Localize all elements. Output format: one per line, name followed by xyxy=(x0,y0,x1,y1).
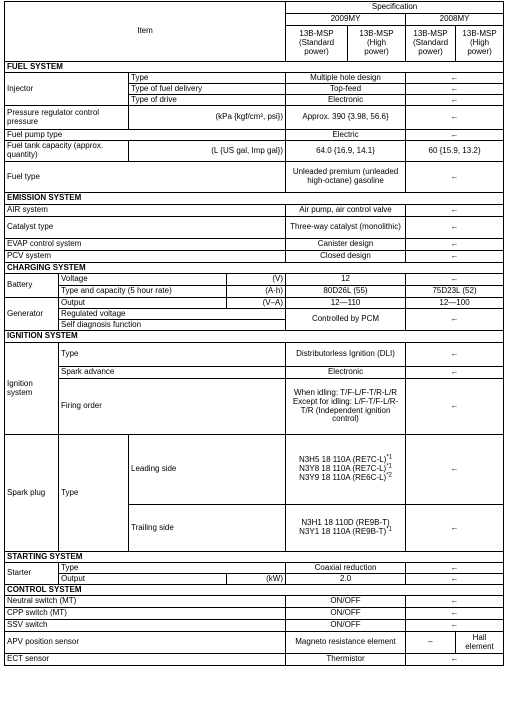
section-fuel-system: FUEL SYSTEM xyxy=(5,62,504,73)
regulated-voltage-label: Regulated voltage xyxy=(59,309,286,320)
starter-output-label: Output xyxy=(59,574,227,585)
injector-type-value: Multiple hole design xyxy=(286,73,406,84)
footnote-mark: *2 xyxy=(386,472,392,479)
pcv-system-label: PCV system xyxy=(5,251,286,263)
section-ignition-system: IGNITION SYSTEM xyxy=(5,331,504,343)
same-arrow: ← xyxy=(406,435,504,505)
footnote-mark: *1 xyxy=(386,463,392,470)
ignition-type-value: Distributorless Ignition (DLI) xyxy=(286,343,406,367)
fuel-pump-value: Electric xyxy=(286,130,406,141)
same-arrow: ← xyxy=(406,217,504,239)
same-arrow: ← xyxy=(406,309,504,331)
starter-type-label: Type xyxy=(59,563,286,574)
cpp-switch-value: ON/OFF xyxy=(286,608,406,620)
starter-output-unit: (kW) xyxy=(227,574,286,585)
ect-sensor-label: ECT sensor xyxy=(5,654,286,666)
same-arrow: ← xyxy=(406,73,504,84)
header-2009my: 2009MY xyxy=(286,14,406,26)
spark-advance-label: Spark advance xyxy=(59,367,286,379)
generator-output-2008: 12—100 xyxy=(406,298,504,309)
apv-sensor-value: Magneto resistance element xyxy=(286,632,406,654)
ssv-switch-value: ON/OFF xyxy=(286,620,406,632)
same-arrow: ← xyxy=(406,596,504,608)
header-2009-high: 13B-MSP (High power) xyxy=(348,26,406,62)
injector-label: Injector xyxy=(5,73,129,106)
same-arrow: ← xyxy=(406,608,504,620)
apv-2008-standard: – xyxy=(406,632,456,654)
ect-sensor-value: Thermistor xyxy=(286,654,406,666)
neutral-switch-label: Neutral switch (MT) xyxy=(5,596,286,608)
pressure-regulator-unit: (kPa {kgf/cm², psi}) xyxy=(129,106,286,130)
trailing-side-label: Trailing side xyxy=(129,505,286,552)
ignition-system-label: Ignition system xyxy=(5,343,59,435)
fuel-delivery-label: Type of fuel delivery xyxy=(129,84,286,95)
spark-plug-label: Spark plug xyxy=(5,435,59,552)
same-arrow: ← xyxy=(406,106,504,130)
battery-capacity-2008: 75D23L (52) xyxy=(406,286,504,298)
specification-table xyxy=(4,1,504,666)
header-2008-standard: 13B-MSP (Standard power) xyxy=(406,26,456,62)
fuel-pump-label: Fuel pump type xyxy=(5,130,286,141)
section-control-system: CONTROL SYSTEM xyxy=(5,585,504,596)
pressure-regulator-label: Pressure regulator control pressure xyxy=(5,106,129,130)
battery-capacity-2009: 80D26L (55) xyxy=(286,286,406,298)
section-starting-system: STARTING SYSTEM xyxy=(5,552,504,563)
battery-voltage-unit: (V) xyxy=(227,274,286,286)
leading-plug-1: N3H5 18 110A (RE7C-L) xyxy=(298,455,387,465)
starter-type-value: Coaxial reduction xyxy=(286,563,406,574)
neutral-switch-value: ON/OFF xyxy=(286,596,406,608)
drive-type-value: Electronic xyxy=(286,95,406,106)
apv-sensor-label: APV position sensor xyxy=(5,632,286,654)
fuel-delivery-value: Top-feed xyxy=(286,84,406,95)
footnote-mark: *1 xyxy=(386,526,392,533)
same-arrow: ← xyxy=(406,574,504,585)
fuel-tank-2009: 64.0 {16.9, 14.1} xyxy=(286,141,406,162)
same-arrow: ← xyxy=(406,563,504,574)
header-2008-high: 13B-MSP (High power) xyxy=(456,26,504,62)
same-arrow: ← xyxy=(406,343,504,367)
controlled-by-pcm-value: Controlled by PCM xyxy=(286,309,406,331)
same-arrow: ← xyxy=(406,251,504,263)
evap-control-value: Canister design xyxy=(286,239,406,251)
leading-side-value xyxy=(286,435,406,505)
spark-plug-type-label: Type xyxy=(59,435,129,552)
same-arrow: ← xyxy=(406,95,504,106)
evap-control-label: EVAP control system xyxy=(5,239,286,251)
generator-output-label: Output xyxy=(59,298,227,309)
same-arrow: ← xyxy=(406,654,504,666)
fuel-tank-unit: (L {US gal, Imp gal}) xyxy=(129,141,286,162)
battery-capacity-unit: (A·h) xyxy=(227,286,286,298)
spark-advance-value: Electronic xyxy=(286,367,406,379)
header-2009-standard: 13B-MSP (Standard power) xyxy=(286,26,348,62)
fuel-tank-2008: 60 {15.9, 13.2} xyxy=(406,141,504,162)
leading-plug-2: N3Y8 18 110A (RE7C-L) xyxy=(299,464,387,474)
same-arrow: ← xyxy=(406,239,504,251)
catalyst-type-label: Catalyst type xyxy=(5,217,286,239)
same-arrow: ← xyxy=(406,162,504,193)
trailing-plug-1: N3H1 18 110D (RE9B-T) xyxy=(301,518,390,528)
generator-output-unit: (V–A) xyxy=(227,298,286,309)
footnote-mark: *1 xyxy=(386,454,393,461)
fuel-tank-label: Fuel tank capacity (approx. quantity) xyxy=(5,141,129,162)
battery-capacity-label: Type and capacity (5 hour rate) xyxy=(59,286,227,298)
ignition-type-label: Type xyxy=(59,343,286,367)
fuel-type-label: Fuel type xyxy=(5,162,286,193)
leading-plug-3: N3Y9 18 110A (RE6C-L) xyxy=(299,472,387,482)
same-arrow: ← xyxy=(406,379,504,435)
air-system-value: Air pump, air control valve xyxy=(286,205,406,217)
same-arrow: ← xyxy=(406,620,504,632)
catalyst-type-value: Three-way catalyst (monolithic) xyxy=(286,217,406,239)
leading-side-label: Leading side xyxy=(129,435,286,505)
pcv-system-value: Closed design xyxy=(286,251,406,263)
starter-label: Starter xyxy=(5,563,59,585)
generator-label: Generator xyxy=(5,298,59,331)
firing-order-value: When idling: T/F-L/F-T/R-L/R Except for idling: L/F-T/F-L/R-T/R (Independent ignition control) xyxy=(286,379,406,435)
same-arrow: ← xyxy=(406,205,504,217)
battery-voltage-label: Voltage xyxy=(59,274,227,286)
same-arrow: ← xyxy=(406,505,504,552)
section-emission-system: EMISSION SYSTEM xyxy=(5,193,504,205)
cpp-switch-label: CPP switch (MT) xyxy=(5,608,286,620)
air-system-label: AIR system xyxy=(5,205,286,217)
trailing-plug-2: N3Y1 18 110A (RE9B-T) xyxy=(299,527,387,536)
firing-order-label: Firing order xyxy=(59,379,286,435)
specification-header: Specification xyxy=(286,2,504,14)
same-arrow: ← xyxy=(406,84,504,95)
self-diagnosis-label: Self diagnosis function xyxy=(59,320,286,331)
section-charging-system: CHARGING SYSTEM xyxy=(5,263,504,274)
generator-output-2009: 12—110 xyxy=(286,298,406,309)
same-arrow: ← xyxy=(406,130,504,141)
battery-voltage-value: 12 xyxy=(286,274,406,286)
same-arrow: ← xyxy=(406,367,504,379)
trailing-side-value xyxy=(286,505,406,552)
same-arrow: ← xyxy=(406,274,504,286)
apv-2008-high: Hall element xyxy=(456,632,504,654)
ssv-switch-label: SSV switch xyxy=(5,620,286,632)
item-header: Item xyxy=(5,2,286,62)
pressure-regulator-value: Approx. 390 {3.98, 56.6} xyxy=(286,106,406,130)
fuel-type-value: Unleaded premium (unleaded high-octane) gasoline xyxy=(286,162,406,193)
drive-type-label: Type of drive xyxy=(129,95,286,106)
battery-label: Battery xyxy=(5,274,59,298)
starter-output-value: 2.0 xyxy=(286,574,406,585)
injector-type-label: Type xyxy=(129,73,286,84)
header-2008my: 2008MY xyxy=(406,14,504,26)
